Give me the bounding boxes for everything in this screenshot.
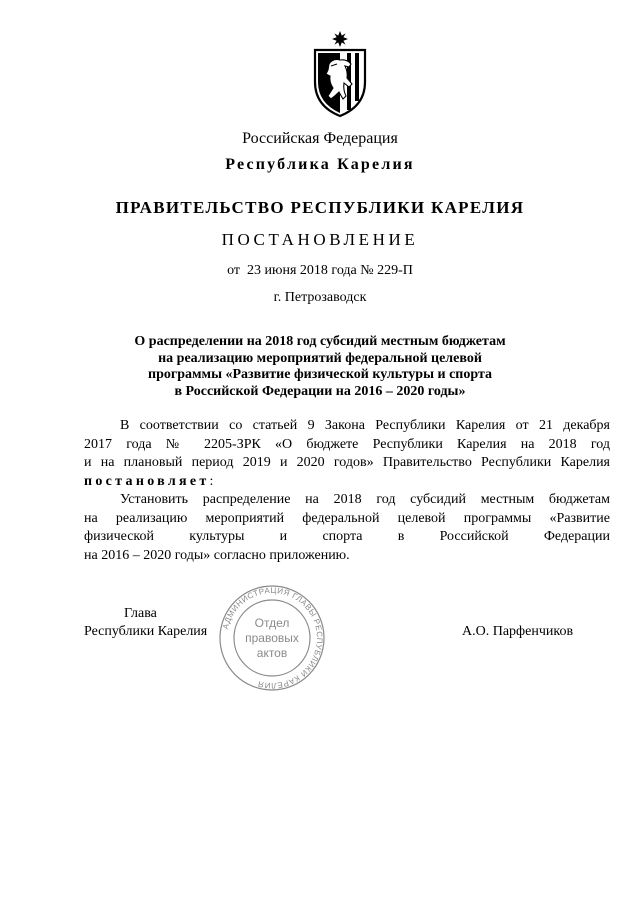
paragraph-line: и на плановый период 2019 и 2020 годов» Правительство Республики Карелия xyxy=(84,455,610,471)
country-name: Российская Федерация xyxy=(242,130,398,147)
decree-colon: : xyxy=(209,474,214,490)
paragraph-line: на реализацию мероприятий федеральной целевой программы «Развитие xyxy=(84,510,610,526)
operative-paragraph xyxy=(84,491,610,566)
document-type: ПОСТАНОВЛЕНИЕ xyxy=(221,230,419,249)
legal-acts-department-stamp xyxy=(212,583,332,693)
preamble-paragraph xyxy=(84,417,610,492)
signatory-title-line2: Республики Карелия xyxy=(84,624,208,639)
government-name: ПРАВИТЕЛЬСТВО РЕСПУБЛИКИ КАРЕЛИЯ xyxy=(115,198,525,217)
signatory-title-line1: Глава xyxy=(124,606,157,621)
document-city: г. Петрозаводск xyxy=(273,290,367,305)
title-line: О распределении на 2018 год субсидий местным бюджетам xyxy=(134,334,506,349)
paragraph-line: Установить распределение на 2018 год субсидий местным бюджетам xyxy=(120,492,610,507)
paragraph-line: В соответствии со статьей 9 Закона Республики Карелия от 21 декабря xyxy=(120,418,610,433)
paragraph-line: на 2016 – 2020 годы» согласно приложению. xyxy=(84,548,350,564)
decree-word: постановляет xyxy=(84,474,210,490)
title-line: программы «Развитие физической культуры и спорта xyxy=(148,367,492,383)
stamp-text-line1: Отдел xyxy=(254,616,290,630)
karelia-coat-of-arms-icon xyxy=(303,30,377,120)
paragraph-line: физической культуры и спорта в Российской Федерации xyxy=(84,529,610,545)
stamp-ring-text: АДМИНИСТРАЦИЯ ГЛАВЫ РЕСПУБЛИКИ КАРЕЛИЯ xyxy=(220,585,325,691)
stamp-text-line3: актов xyxy=(256,646,288,660)
republic-name: Республика Карелия xyxy=(225,156,415,173)
signatory-name: А.О. Парфенчиков xyxy=(462,624,574,639)
stamp-text-line2: правовых xyxy=(245,631,299,645)
title-line: на реализацию мероприятий федеральной целевой xyxy=(158,350,482,366)
paragraph-line: 2017 года № 2205-ЗРК «О бюджете Республики Карелия на 2018 год xyxy=(84,436,610,452)
document-title xyxy=(0,334,640,400)
title-line: в Российской Федерации на 2016 – 2020 годы» xyxy=(174,383,466,399)
document-date-number: от 23 июня 2018 года № 229-П xyxy=(227,263,413,278)
decree-line xyxy=(84,473,610,492)
